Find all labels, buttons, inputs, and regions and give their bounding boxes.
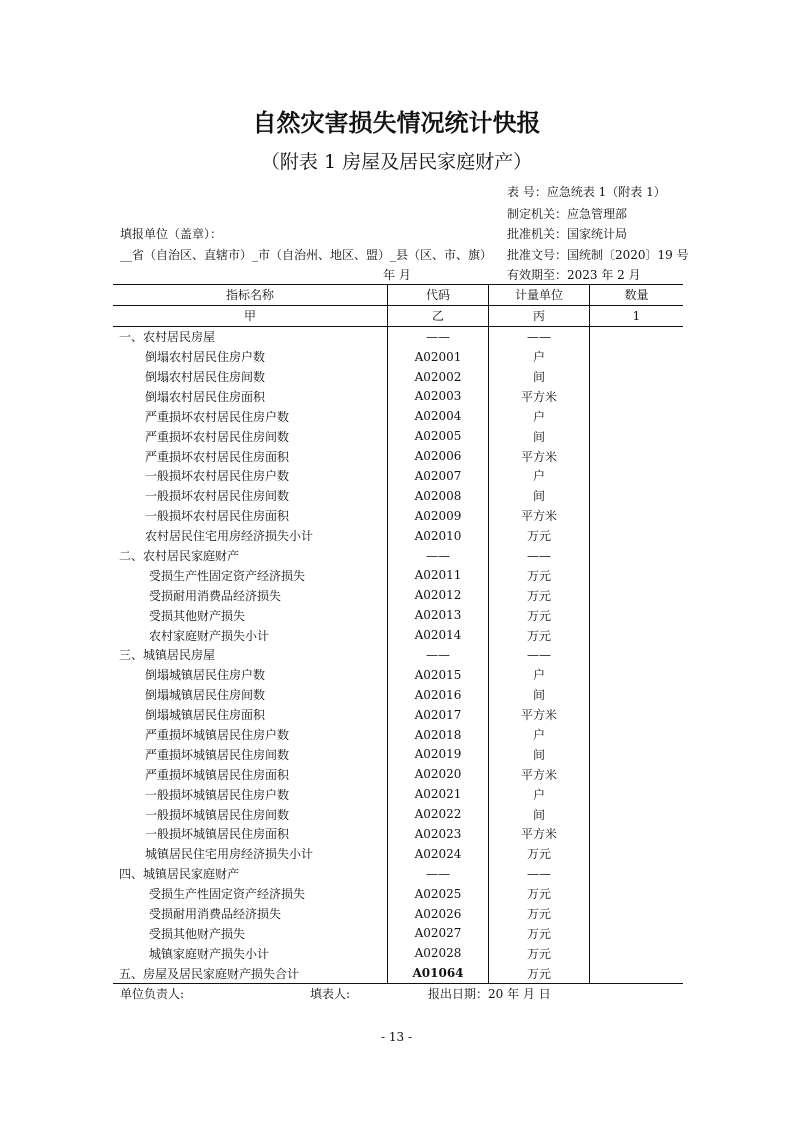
row-code: A02015 (388, 665, 489, 685)
row-code: A02023 (388, 824, 489, 844)
row-code: A02024 (388, 844, 489, 864)
row-code: A02017 (388, 705, 489, 725)
row-code: —— (388, 645, 489, 665)
row-code: —— (388, 546, 489, 566)
row-quantity[interactable] (590, 904, 684, 924)
table-row (113, 446, 683, 466)
row-name: 一般损坏城镇居民住房间数 (145, 807, 290, 822)
row-name: 受损耐用消费品经济损失 (149, 588, 282, 603)
table-row (113, 665, 683, 685)
row-unit: 户 (489, 466, 590, 486)
row-unit: 万元 (489, 943, 590, 963)
row-name: 严重损坏农村居民住房间数 (145, 429, 290, 444)
subheader-name: 甲 (113, 305, 388, 326)
row-quantity[interactable] (590, 605, 684, 625)
row-quantity[interactable] (590, 784, 684, 804)
row-unit: 平方米 (489, 764, 590, 784)
row-name: 一般损坏城镇居民住房户数 (145, 787, 290, 802)
row-code: A02026 (388, 904, 489, 924)
row-unit: 间 (489, 804, 590, 824)
table-row (113, 367, 683, 387)
row-quantity[interactable] (590, 386, 684, 406)
row-name: 城镇居民住宅用房经济损失小计 (145, 847, 314, 862)
table-row (113, 864, 683, 884)
row-unit: 平方米 (489, 446, 590, 466)
row-code: A01064 (388, 963, 489, 983)
row-code: A02013 (388, 605, 489, 625)
issuing-authority: 制定机关：应急管理部 (507, 207, 628, 221)
table-row (113, 347, 683, 367)
table-row (113, 764, 683, 784)
row-code: A02014 (388, 625, 489, 645)
row-unit: 万元 (489, 585, 590, 605)
row-unit: 间 (489, 744, 590, 764)
row-name: 倒塌城镇居民住房面积 (145, 708, 266, 723)
row-code: A02011 (388, 565, 489, 585)
row-unit: 万元 (489, 884, 590, 904)
table-row (113, 963, 683, 983)
page-title: 自然灾害损失情况统计快报 (252, 108, 541, 137)
row-unit: 间 (489, 486, 590, 506)
row-unit: 万元 (489, 565, 590, 585)
table-row (113, 904, 683, 924)
row-unit: 间 (489, 426, 590, 446)
row-name: 倒塌城镇居民住房间数 (145, 688, 266, 703)
row-quantity[interactable] (590, 406, 684, 426)
subheader-code: 乙 (388, 305, 489, 326)
row-code: A02002 (388, 367, 489, 387)
row-quantity[interactable] (590, 844, 684, 864)
table-row (113, 744, 683, 764)
unit-responsible-label: 单位负责人: (120, 987, 185, 1001)
row-name: 农村家庭财产损失小计 (149, 628, 270, 643)
row-quantity[interactable] (590, 347, 684, 367)
row-name: 受损生产性固定资产经济损失 (149, 887, 306, 902)
row-code: A02018 (388, 725, 489, 745)
row-quantity[interactable] (590, 924, 684, 944)
row-unit: 万元 (489, 526, 590, 546)
table-row (113, 804, 683, 824)
row-unit: —— (489, 645, 590, 665)
row-unit: 万元 (489, 625, 590, 645)
row-quantity[interactable] (590, 744, 684, 764)
row-unit: 万元 (489, 605, 590, 625)
row-name: 一般损坏农村居民住房面积 (145, 509, 290, 524)
row-unit: 户 (489, 347, 590, 367)
table-row (113, 685, 683, 705)
row-code: A02007 (388, 466, 489, 486)
row-unit: 万元 (489, 924, 590, 944)
row-quantity[interactable] (590, 665, 684, 685)
row-code: A02004 (388, 406, 489, 426)
row-code: A02008 (388, 486, 489, 506)
row-code: A02006 (388, 446, 489, 466)
statistics-table (113, 284, 683, 984)
row-name: 倒塌城镇居民住房户数 (145, 668, 266, 683)
row-unit: 间 (489, 367, 590, 387)
row-quantity[interactable] (590, 764, 684, 784)
table-row (113, 466, 683, 486)
row-unit: 户 (489, 725, 590, 745)
header-indicator-name: 指标名称 (113, 285, 388, 306)
row-name: 受损其他财产损失 (149, 608, 246, 623)
row-quantity[interactable] (590, 963, 684, 983)
row-unit: 间 (489, 685, 590, 705)
row-name: 严重损坏城镇居民住房面积 (145, 767, 290, 782)
valid-until: 有效期至：2023 年 2 月 (507, 268, 641, 282)
table-row (113, 725, 683, 745)
row-name: 农村居民住宅用房经济损失小计 (145, 529, 314, 544)
row-name: 一般损坏农村居民住房户数 (145, 469, 290, 484)
row-quantity[interactable] (590, 526, 684, 546)
report-period: 年 月 (383, 268, 411, 282)
header-quantity: 数量 (590, 285, 684, 306)
row-quantity[interactable] (590, 705, 684, 725)
approving-authority: 批准机关：国家统计局 (507, 227, 628, 241)
row-quantity[interactable] (590, 645, 684, 665)
row-name: 一般损坏农村居民住房间数 (145, 489, 290, 504)
row-quantity[interactable] (590, 446, 684, 466)
filler-label: 填表人: (310, 987, 351, 1001)
table-row (113, 705, 683, 725)
row-name: 受损耐用消费品经济损失 (149, 907, 282, 922)
table-row (113, 645, 683, 665)
table-row (113, 326, 683, 346)
table-row (113, 386, 683, 406)
row-code: A02020 (388, 764, 489, 784)
table-row (113, 844, 683, 864)
row-name: 受损生产性固定资产经济损失 (149, 568, 306, 583)
row-name: 受损其他财产损失 (149, 926, 246, 941)
row-name: 四、城镇居民家庭财产 (119, 867, 240, 882)
row-quantity[interactable] (590, 506, 684, 526)
row-code: A02019 (388, 744, 489, 764)
row-unit: —— (489, 864, 590, 884)
row-quantity[interactable] (590, 804, 684, 824)
table-row (113, 506, 683, 526)
row-name: 五、房屋及居民家庭财产损失合计 (113, 963, 388, 983)
table-row (113, 546, 683, 566)
row-quantity[interactable] (590, 884, 684, 904)
row-code: A02027 (388, 924, 489, 944)
row-quantity[interactable] (590, 943, 684, 963)
report-date-label: 报出日期：20 年 月 日 (428, 987, 551, 1001)
row-unit: 户 (489, 665, 590, 685)
table-header-row (113, 285, 683, 306)
row-quantity[interactable] (590, 565, 684, 585)
row-name: 一、农村居民房屋 (119, 330, 216, 345)
row-unit: 平方米 (489, 386, 590, 406)
page-number: - 13 - (380, 1030, 412, 1044)
row-code: —— (388, 864, 489, 884)
row-quantity[interactable] (590, 585, 684, 605)
row-name: 严重损坏农村居民住房户数 (145, 409, 290, 424)
row-name: 严重损坏城镇居民住房户数 (145, 728, 290, 743)
row-unit: 平方米 (489, 824, 590, 844)
table-row (113, 426, 683, 446)
row-code: —— (388, 326, 489, 346)
row-quantity[interactable] (590, 367, 684, 387)
row-name: 严重损坏农村居民住房面积 (145, 449, 290, 464)
row-unit: 万元 (489, 963, 590, 983)
row-name: 倒塌农村居民住房面积 (145, 389, 266, 404)
row-unit: —— (489, 546, 590, 566)
row-unit: 户 (489, 406, 590, 426)
row-quantity[interactable] (590, 546, 684, 566)
row-name: 二、农村居民家庭财产 (119, 549, 240, 564)
row-code: A02022 (388, 804, 489, 824)
row-quantity[interactable] (590, 685, 684, 705)
row-quantity[interactable] (590, 824, 684, 844)
header-code: 代码 (388, 285, 489, 306)
table-row (113, 784, 683, 804)
row-name: 倒塌农村居民住房间数 (145, 370, 266, 384)
table-row (113, 605, 683, 625)
table-row (113, 943, 683, 963)
row-code: A02012 (388, 585, 489, 605)
table-row (113, 924, 683, 944)
row-code: A02025 (388, 884, 489, 904)
row-code: A02005 (388, 426, 489, 446)
row-code: A02021 (388, 784, 489, 804)
row-quantity[interactable] (590, 864, 684, 884)
row-quantity[interactable] (590, 426, 684, 446)
reporting-unit-label: 填报单位（盖章）： (120, 227, 223, 241)
subheader-quantity: 1 (590, 305, 684, 326)
row-quantity[interactable] (590, 625, 684, 645)
table-row (113, 625, 683, 645)
table-row (113, 884, 683, 904)
table-row (113, 486, 683, 506)
table-row (113, 585, 683, 605)
row-code: A02016 (388, 685, 489, 705)
statistics-table-container (113, 284, 680, 984)
table-row (113, 406, 683, 426)
row-unit: —— (489, 326, 590, 346)
row-unit: 户 (489, 784, 590, 804)
row-name: 一般损坏城镇居民住房面积 (145, 827, 290, 842)
row-unit: 平方米 (489, 506, 590, 526)
row-name: 严重损坏城镇居民住房间数 (145, 747, 290, 762)
row-quantity[interactable] (590, 466, 684, 486)
approval-number: 批准文号：国统制〔2020〕19 号 (507, 248, 689, 262)
row-code: A02028 (388, 943, 489, 963)
row-code: A02009 (388, 506, 489, 526)
row-name: 三、城镇居民房屋 (119, 648, 216, 663)
row-unit: 平方米 (489, 705, 590, 725)
row-quantity[interactable] (590, 486, 684, 506)
row-name: 倒塌农村居民住房户数 (145, 350, 266, 365)
row-code: A02003 (388, 386, 489, 406)
table-row (113, 526, 683, 546)
row-unit: 万元 (489, 904, 590, 924)
header-unit: 计量单位 (489, 285, 590, 306)
row-quantity[interactable] (590, 725, 684, 745)
subheader-unit: 丙 (489, 305, 590, 326)
form-number: 表 号：应急统表 1（附表 1） (507, 185, 666, 199)
region-line: __省（自治区、直辖市）_市（自治州、地区、盟）_县（区、市、旗） (120, 248, 493, 262)
row-code: A02010 (388, 526, 489, 546)
page-subtitle: （附表 1 房屋及居民家庭财产） (260, 151, 533, 173)
row-unit: 万元 (489, 844, 590, 864)
table-row (113, 824, 683, 844)
row-code: A02001 (388, 347, 489, 367)
table-row (113, 565, 683, 585)
table-subheader-row (113, 305, 683, 326)
row-quantity[interactable] (590, 326, 684, 346)
row-name: 城镇家庭财产损失小计 (149, 946, 270, 961)
